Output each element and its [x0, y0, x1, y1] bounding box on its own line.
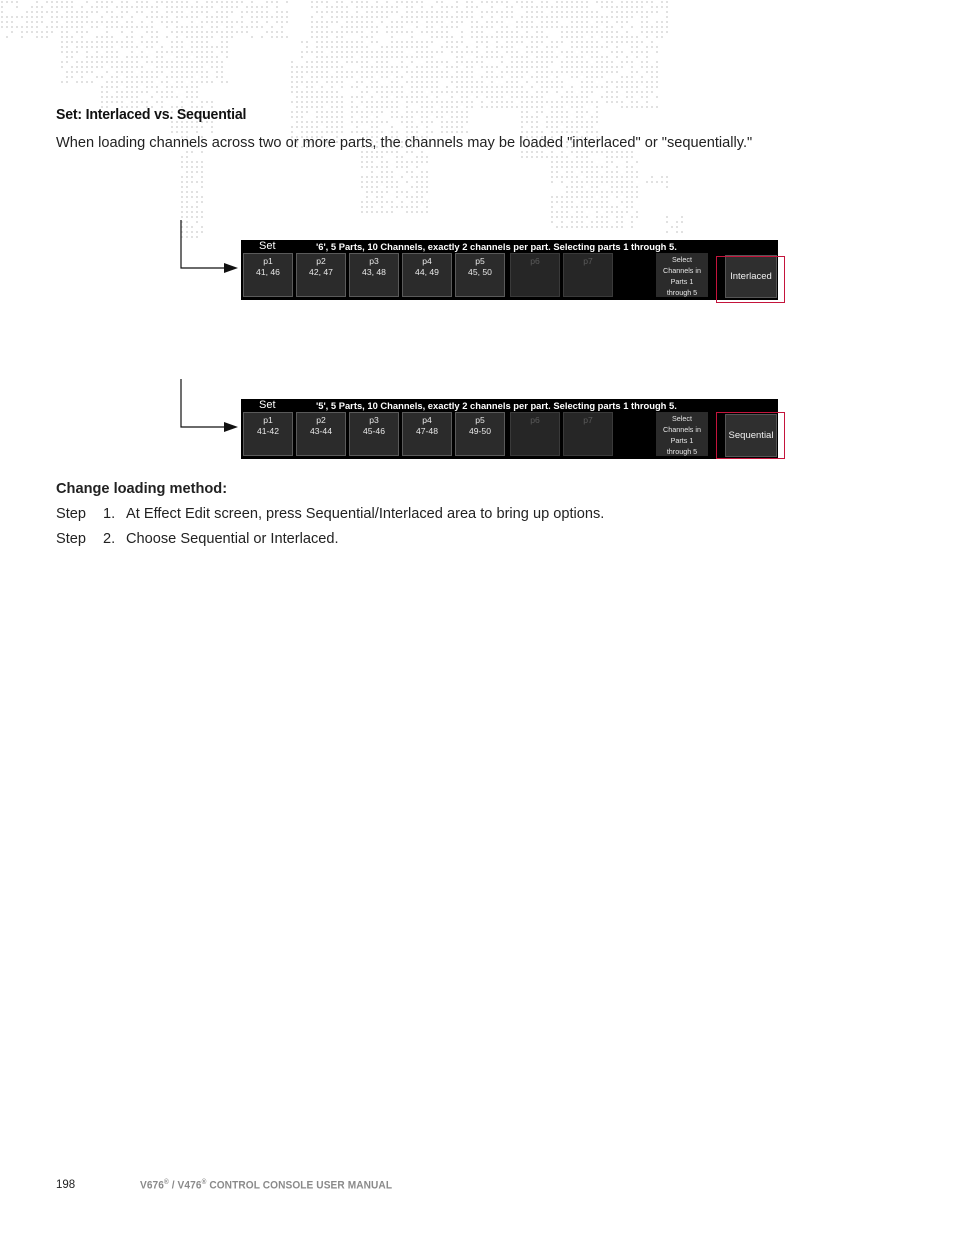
pointer-arrow-icon: [176, 218, 242, 278]
part-name: p1: [263, 415, 273, 425]
step-word: Step: [56, 506, 87, 522]
part-name: p3: [369, 415, 379, 425]
registered-mark: ®: [201, 1179, 207, 1186]
interlaced-button[interactable]: Interlaced: [725, 255, 777, 298]
part-cell-p3[interactable]: [349, 253, 399, 297]
set-label: Set: [259, 240, 276, 252]
registered-mark: ®: [164, 1179, 169, 1186]
select-line: Channels in: [663, 425, 701, 434]
product-a: V676: [140, 1179, 165, 1192]
part-channels: 43-44: [310, 426, 332, 436]
select-line: Parts 1: [670, 436, 694, 445]
select-line: through 5: [666, 288, 698, 297]
select-line: through 5: [666, 447, 698, 456]
part-cell-p2[interactable]: [296, 253, 346, 297]
select-line: Parts 1: [670, 277, 694, 286]
effect-set-screen-sequential: [241, 399, 778, 459]
part-name: p1: [263, 256, 273, 266]
part-cell-p1[interactable]: [243, 253, 293, 297]
part-name: p2: [316, 256, 326, 266]
intro-paragraph: When loading channels across two or more parts, the channels may be loaded "interlaced" or "sequentially.": [56, 135, 753, 151]
part-channels: 45-46: [363, 426, 385, 436]
part-name: p5: [475, 415, 485, 425]
part-name: p6: [530, 415, 540, 425]
part-cell-p4[interactable]: [402, 412, 452, 456]
part-name: p5: [475, 256, 485, 266]
select-line: Select: [672, 414, 692, 423]
part-channels: 44, 49: [415, 267, 439, 277]
screen-header-text: '6', 5 Parts, 10 Channels, exactly 2 channels per part. Selecting parts 1 through 5.: [316, 241, 677, 252]
manual-title: [140, 1179, 392, 1192]
highlight-box-sequential: [716, 412, 785, 459]
section-title: Set: Interlaced vs. Sequential: [56, 106, 247, 123]
part-cell-p4[interactable]: [402, 253, 452, 297]
part-channels: 42, 47: [309, 267, 333, 277]
highlight-box-interlaced: [716, 256, 785, 303]
part-name: p2: [316, 415, 326, 425]
select-channels-cell[interactable]: [656, 253, 708, 297]
part-name: p4: [422, 415, 432, 425]
part-cell-p3[interactable]: [349, 412, 399, 456]
part-name: p3: [369, 256, 379, 266]
sequential-button[interactable]: Sequential: [725, 414, 777, 457]
page-number: 198: [56, 1179, 76, 1191]
select-line: Channels in: [663, 266, 701, 275]
step-2: [56, 531, 339, 547]
part-cell-p5[interactable]: [455, 253, 505, 297]
part-cell-p1[interactable]: [243, 412, 293, 456]
title-rest: CONTROL CONSOLE USER MANUAL: [206, 1179, 393, 1192]
part-channels: 41, 46: [256, 267, 280, 277]
part-name: p7: [583, 256, 593, 266]
part-channels: 49-50: [469, 426, 491, 436]
set-label: Set: [259, 399, 276, 411]
select-channels-cell[interactable]: [656, 412, 708, 456]
part-name: p6: [530, 256, 540, 266]
procedure-heading: Change loading method:: [56, 481, 228, 497]
part-channels: 45, 50: [468, 267, 492, 277]
title-separator: /: [168, 1179, 178, 1192]
part-channels: 41-42: [257, 426, 279, 436]
step-number: 2.: [103, 531, 116, 547]
step-1: [56, 506, 604, 522]
step-number: 1.: [103, 506, 116, 522]
part-cell-p5[interactable]: [455, 412, 505, 456]
part-name: p7: [583, 415, 593, 425]
part-channels: 43, 48: [362, 267, 386, 277]
part-cell-p7[interactable]: [563, 412, 613, 456]
part-channels: 47-48: [416, 426, 438, 436]
screen-header-text: '5', 5 Parts, 10 Channels, exactly 2 channels per part. Selecting parts 1 through 5.: [316, 400, 677, 411]
pointer-arrow-icon: [176, 377, 242, 437]
effect-set-screen-interlaced: [241, 240, 778, 300]
step-text: Choose Sequential or Interlaced.: [126, 531, 339, 547]
select-line: Select: [672, 255, 692, 264]
part-name: p4: [422, 256, 432, 266]
part-cell-p6[interactable]: [510, 253, 560, 297]
part-cell-p2[interactable]: [296, 412, 346, 456]
step-word: Step: [56, 531, 87, 547]
step-text: At Effect Edit screen, press Sequential/Interlaced area to bring up options.: [126, 506, 605, 522]
part-cell-p7[interactable]: [563, 253, 613, 297]
product-b: V476: [177, 1179, 202, 1192]
part-cell-p6[interactable]: [510, 412, 560, 456]
